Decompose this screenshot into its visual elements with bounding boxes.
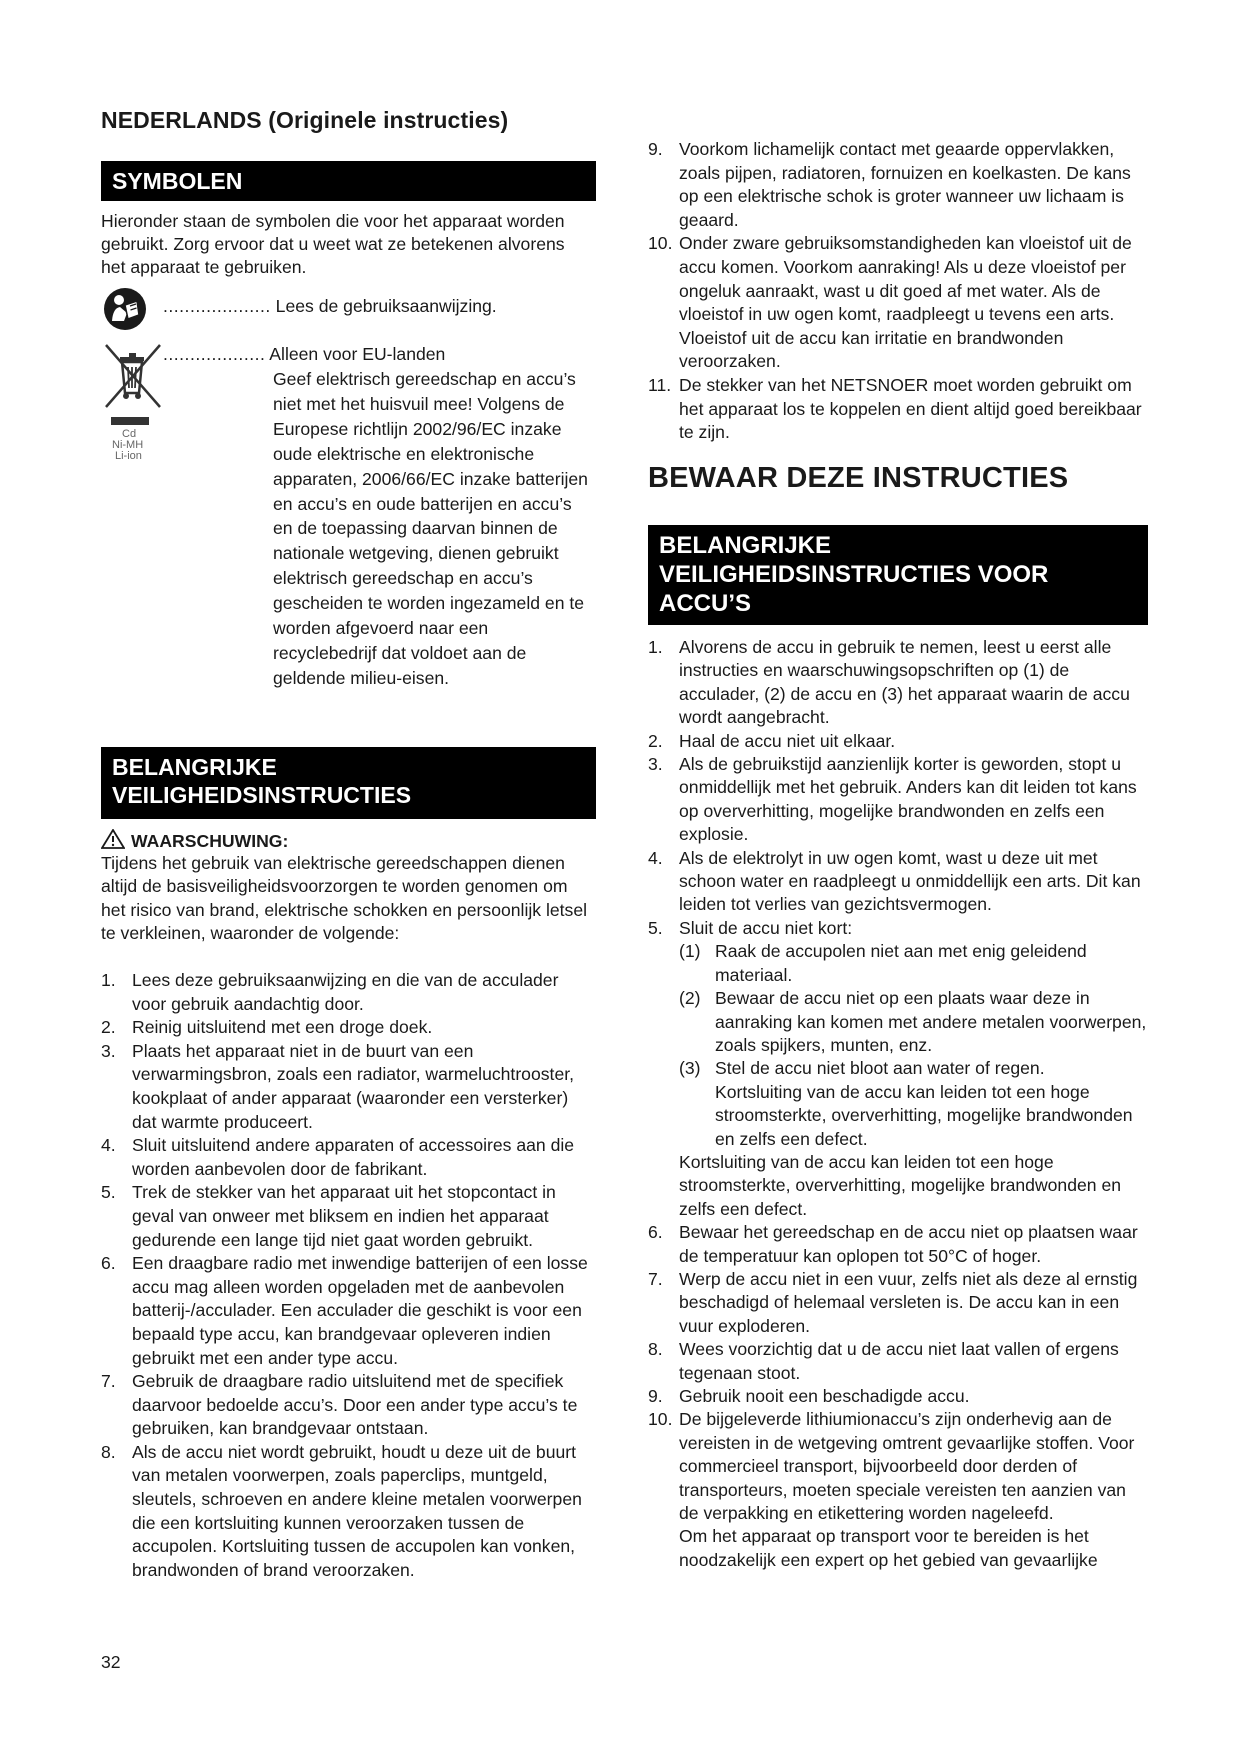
safety-heading-line2: VEILIGHEIDSINSTRUCTIES	[112, 782, 412, 808]
list-item: 4. Sluit uitsluitend andere apparaten of accessoires aan die worden aanbevolen door de fabrikant.	[101, 1135, 575, 1179]
read-manual-icon	[103, 287, 147, 338]
symbols-intro: Hieronder staan de symbolen die voor het apparaat worden gebruikt. Zorg ervoor dat u weet wat ze betekenen alvorens het apparaat te gebruiken.	[101, 211, 565, 278]
list-item: 7. Werp de accu niet in een vuur, zelfs niet als deze al ernstig beschadigd of helemaal versleten is. De accu kan in een vuur exploderen.	[648, 1268, 1138, 1336]
list-item: 1. Alvorens de accu in gebruik te nemen, leest u eerst alle instructies en waarschuwingsopschriften op (1) de acculader, (2) de accu en (3) het apparaat waarin de accu wordt aangebracht.	[648, 637, 1130, 728]
list-item: 2. Haal de accu niet uit elkaar.	[648, 730, 896, 751]
list-item: 10. Onder zware gebruiksomstandigheden kan vloeistof uit de accu komen. Voorkom aanraking! Als u deze vloeistof per ongeluk aanraakt, wast u dit goed af met water. Als de vloeistof in uw ogen komt, raadpleegt u tevens een arts. Vloeistof uit de accu kan irritatie en brandwonden veroorzaken.	[648, 233, 1132, 372]
battery-sublist	[679, 940, 1148, 1151]
sub-list-item: (2) Bewaar de accu niet op een plaats waar deze in aanraking kan komen met andere metalen voorwerpen, zoals spijkers, munten, enz.	[679, 988, 1147, 1055]
warning-heading	[101, 829, 288, 854]
sub-list-item: (1) Raak de accupolen niet aan met enig geleidend materiaal.	[679, 941, 1087, 985]
list-item: 5. Sluit de accu niet kort: (1) Raak de accupolen niet aan met enig geleidend materiaal. (2) Bewaar de accu niet op een plaats waar deze in aanraking kan komen met andere metalen voorwerpen, zoals spijkers, munten, enz. (3) Stel de accu niet bloot aan water of regen. Kortsluiting van de accu kan leiden tot een hoge stroomsterkte, oververhitting, mogelijke brandwonden en zelfs een defect. Kortsluiting van de accu kan leiden tot een hoge stroomsterkte, oververhitting, mogelijke brandwonden en zelfs een defect.	[648, 917, 1148, 1221]
list-item: 8. Als de accu niet wordt gebruikt, houdt u deze uit de buurt van metalen voorwerpen, zoals paperclips, muntgeld, sleutels, schroeven en andere kleine metalen voorwerpen die een kortsluiting kunnen veroorzaken tussen de accupolen. Kortsluiting tussen de accupolen kan vonken, brandwonden of brand veroorzaken.	[101, 1441, 582, 1580]
bin-label-nimh: Ni-MH	[112, 439, 144, 451]
crossed-bin-icon	[103, 343, 163, 416]
symbol-text-eu: Alleen voor EU-landen	[269, 344, 446, 364]
warning-triangle-icon	[101, 829, 125, 854]
symbol-dots: ...................	[163, 344, 266, 364]
list-item: 3. Plaats het apparaat niet in de buurt van een verwarmingsbron, zoals een radiator, warmeluchtrooster, kookplaat of ander apparaat (waaronder een versterker) dat warmte produceert.	[101, 1040, 574, 1132]
language-title: NEDERLANDS (Originele instructies)	[101, 107, 509, 133]
symbols-heading: SYMBOLEN	[101, 161, 596, 201]
list-item: 5. Trek de stekker van het apparaat uit het stopcontact in geval van onweer met bliksem en indien het apparaat gedurende een lange tijd niet gaat worden gebruikt.	[101, 1182, 556, 1250]
symbol-detail-eu: Geef elektrisch gereedschap en accu’s niet met het huisvuil mee! Volgens de Europese richtlijn 2002/96/EC inzake oude elektrische en elektronische apparaten, 2006/66/EC inzake batterijen en accu’s en oude batterijen en accu’s en de toepassing daarvan binnen de nationale wetgeving, dienen gebruikt elektrisch gereedschap en accu’s gescheiden te worden ingezameld en te worden afgevoerd naar een recyclebedrijf dat voldoet aan de geldende milieu-eisen.	[273, 369, 588, 688]
list-item: 9. Voorkom lichamelijk contact met geaarde oppervlakken, zoals pijpen, radiatoren, fornuizen en koelkasten. De kans op een elektrische schok is groter wanneer uw lichaam is geaard.	[648, 139, 1131, 230]
list-item: 10. De bijgeleverde lithiumionaccu’s zijn onderhevig aan de vereisten in de wetgeving omtrent gevaarlijke stoffen. Voor commercieel transport, bijvoorbeeld door derden of transporteurs, moeten speciale vereisten ten aanzien van de verpakking en etikettering worden nageleefd. Om het apparaat op transport voor te bereiden is het noodzakelijk een expert op het gebied van gevaarlijke	[648, 1409, 1135, 1570]
list-item: 3. Als de gebruikstijd aanzienlijk korter is geworden, stopt u onmiddellijk met het gebruik. Anders kan dit leiden tot kans op oververhitting, mogelijke brandwonden en zelfs een explosie.	[648, 754, 1137, 845]
list-item: 9. Gebruik nooit een beschadigde accu.	[648, 1386, 970, 1406]
safety-list-continued	[648, 138, 1148, 445]
bin-label-cd: Cd	[122, 428, 137, 440]
list-item: 8. Wees voorzichtig dat u de accu niet laat vallen of ergens tegenaan stoot.	[648, 1339, 1119, 1383]
battery-heading-line1: BELANGRIJKE	[659, 532, 832, 559]
safety-heading-line1: BELANGRIJKE	[112, 754, 277, 780]
symbol-text-manual: Lees de gebruiksaanwijzing.	[275, 296, 497, 316]
list-item: 1. Lees deze gebruiksaanwijzing en die van de acculader voor gebruik aandachtig door.	[101, 970, 559, 1014]
battery-heading	[648, 525, 1148, 625]
list-item: 11. De stekker van het NETSNOER moet worden gebruikt om het apparaat los te koppelen en dient altijd goed bereikbaar te zijn.	[648, 374, 1142, 443]
battery-heading-line2: VEILIGHEIDSINSTRUCTIES VOOR	[659, 561, 1049, 588]
list-item: 6. Een draagbare radio met inwendige batterijen of een losse accu mag alleen worden opgeladen met de aanbevolen batterij-/acculader. Een acculader die geschikt is voor een bepaald type accu, kan brandgevaar opleveren indien gebruikt met een ander type accu.	[101, 1253, 588, 1368]
list-item: 6. Bewaar het gereedschap en de accu niet op plaatsen waar de temperatuur kan oplopen tot 50°C of hoger.	[648, 1222, 1138, 1266]
warning-label: WAARSCHUWING:	[131, 831, 289, 851]
page-number: 32	[101, 1652, 121, 1672]
battery-bar-icon	[111, 417, 149, 425]
list-item: 4. Als de elektrolyt in uw ogen komt, wast u deze uit met schoon water en raadpleegt u onmiddellijk een arts. Dit kan leiden tot verlies van gezichtsvermogen.	[648, 847, 1141, 915]
sub-list-item: (3) Stel de accu niet bloot aan water of regen. Kortsluiting van de accu kan leiden tot een hoge stroomsterkte, oververhitting, mogelijke brandwonden en zelfs een defect.	[679, 1058, 1133, 1149]
short-circuit-note: Kortsluiting van de accu kan leiden tot een hoge stroomsterkte, oververhitting, mogelijke brandwonden en zelfs een defect.	[679, 1151, 1122, 1219]
symbol-dots: ....................	[163, 296, 271, 316]
battery-heading-line3: ACCU’S	[659, 590, 752, 617]
bin-label-liion: Li-ion	[115, 450, 142, 462]
warning-intro: Tijdens het gebruik van elektrische gereedschappen dienen altijd de basisveiligheidsvoorzorgen te worden genomen om het risico van brand, elektrische schokken en persoonlijk letsel te verkleinen, waaronder de volgende:	[101, 853, 588, 944]
safety-list	[101, 969, 596, 1582]
list-item: 7. Gebruik de draagbare radio uitsluitend met de specifiek daarvoor bedoelde accu’s. Door een ander type accu’s te gebruiken, kan brandgevaar ontstaan.	[101, 1371, 578, 1439]
safety-heading	[101, 747, 596, 819]
keep-instructions-title: BEWAAR DEZE INSTRUCTIES	[648, 462, 1069, 494]
list-item: 2. Reinig uitsluitend met een droge doek.	[101, 1017, 433, 1038]
battery-list	[648, 636, 1148, 1572]
